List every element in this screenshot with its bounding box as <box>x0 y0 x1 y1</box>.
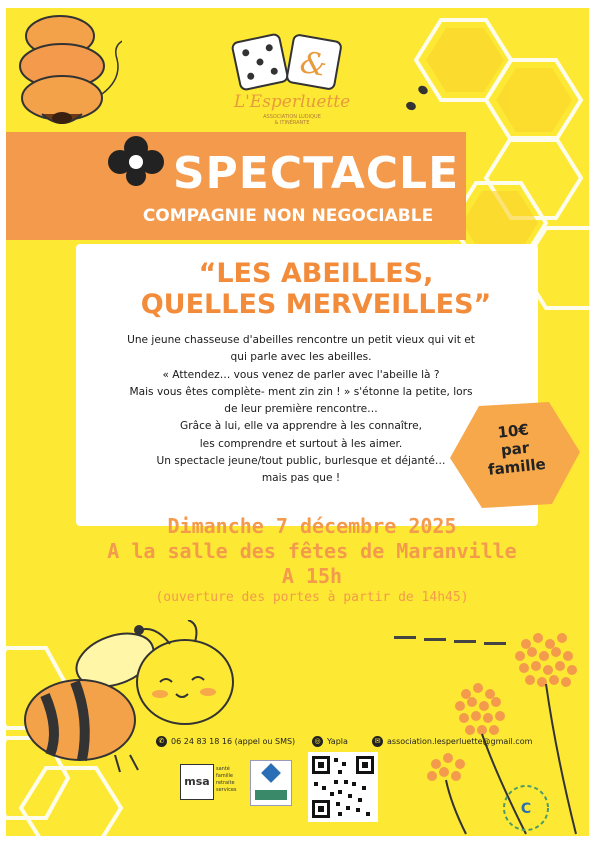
contact-phone[interactable] <box>156 736 295 747</box>
price-badge: 10€ par famille <box>487 420 547 479</box>
description-line: Une jeune chasseuse d'abeilles rencontre un petit vieux qui vit et <box>127 334 475 346</box>
globe-icon: ◎ <box>312 736 323 747</box>
page-title: SPECTACLE <box>172 148 460 199</box>
company-name: COMPAGNIE NON NEGOCIABLE <box>142 206 434 226</box>
event-info <box>102 514 522 607</box>
dice-icon <box>228 30 348 92</box>
caf-logo <box>250 760 292 806</box>
event-doors: (ouverture des portes à partir de 14h45) <box>155 590 469 605</box>
brand-name: L'Esperluette <box>233 92 351 112</box>
svg-text:C: C <box>520 801 532 817</box>
orange-flowers-illustration <box>406 624 589 836</box>
flower-icon <box>106 132 166 188</box>
event-date: Dimanche 7 décembre 2025 <box>167 514 457 538</box>
yapla-label: Yapla <box>327 737 348 746</box>
msa-text: santé famille retraite services <box>216 766 237 793</box>
svg-text:&: & <box>297 44 330 85</box>
description-line: de leur première rencontre… <box>224 403 378 416</box>
bee-dots-icon <box>401 82 441 116</box>
csc-logo <box>500 782 552 834</box>
description-line: Mais vous êtes complète- ment zin zin ! » s'étonne la petite, lors <box>129 385 473 398</box>
description-line: Grâce à lui, elle va apprendre à les connaître, <box>180 420 422 433</box>
event-place: A la salle des fêtes de Maranville <box>107 539 517 563</box>
description-line: qui parle avec les abeilles. <box>230 351 372 364</box>
contact-yapla[interactable] <box>312 736 348 747</box>
phone-number: 06 24 83 18 16 (appel ou SMS) <box>171 737 296 746</box>
beehive-icon <box>12 14 122 134</box>
qr-code-icon[interactable] <box>308 752 378 822</box>
phone-icon: ✆ <box>156 736 167 747</box>
email-icon: ✉ <box>372 736 383 747</box>
poster <box>6 8 589 836</box>
description-line: mais pas que ! <box>261 472 341 485</box>
show-title: “LES ABEILLES, QUELLES MERVEILLES” <box>140 258 492 320</box>
email-address: association.lesperluette@gmail.com <box>387 737 533 746</box>
description-line: Un spectacle jeune/tout public, burlesque et déjanté… <box>156 455 446 468</box>
description-line: « Attendez… vous venez de parler avec l'abeille là ? <box>162 368 440 381</box>
event-time: A 15h <box>281 564 343 588</box>
brand-tagline: ASSOCIATION LUDIQUE & ITINÉRANTE <box>263 114 321 126</box>
bee-mascot-illustration <box>20 620 240 780</box>
msa-logo: msa <box>180 764 214 800</box>
contact-email[interactable] <box>372 736 532 747</box>
description-line: les comprendre et surtout à les aimer. <box>199 437 403 450</box>
